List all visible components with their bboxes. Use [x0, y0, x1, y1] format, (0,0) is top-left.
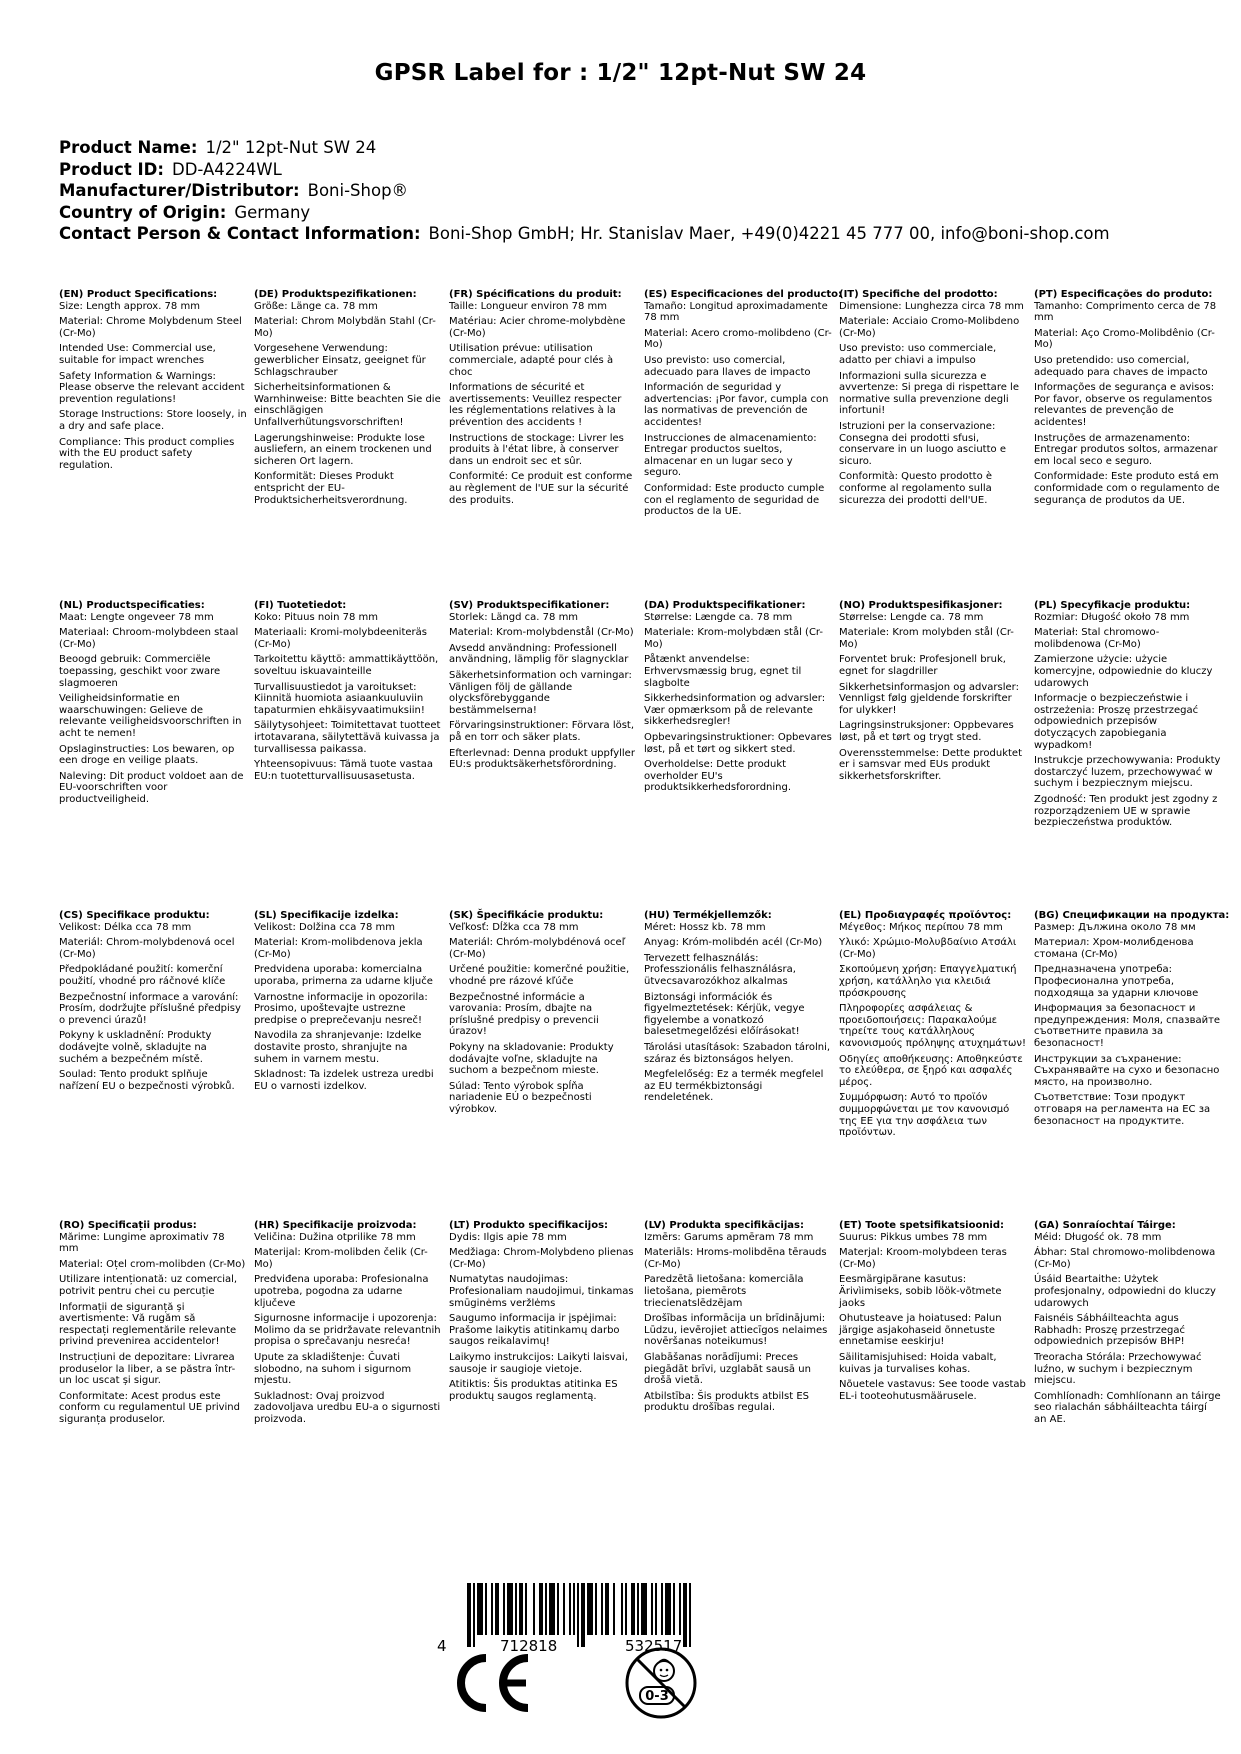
barcode-bar: [507, 1583, 513, 1635]
spec-line: Sukladnost: Ovaj proizvod zadovoljava uredbu EU-a o sigurnosti proizvoda.: [254, 1390, 441, 1425]
spec-line: Varnostne informacije in opozorila: Prosimo, upoštevajte ustrezne predpise o preprečevanju nesreč!: [254, 991, 428, 1026]
spec-line: Conformidade: Este produto está em conformidade com o regulamento de segurança de produtos da UE.: [1034, 471, 1220, 506]
spec-block: [254, 910, 442, 1096]
spec-line: Yhteensopivuus: Tämä tuote vastaa EU:n tuotetturvallisuusasetusta.: [254, 759, 433, 782]
barcode-bar: [569, 1583, 571, 1635]
barcode-bar: [519, 1583, 523, 1635]
spec-line: Ábhar: Stal chromowo-molibdenowa (Cr-Mo): [1034, 1247, 1216, 1270]
spec-block: [59, 600, 247, 810]
spec-line: Compliance: This product complies with the EU product safety regulation.: [59, 436, 235, 471]
spec-line: Utilisation prévue: utilisation commerciale, adapté pour clés à choc: [449, 343, 614, 378]
spec-heading: (SL) Specifikacije izdelka:: [254, 910, 399, 921]
spec-line: Materiaal: Chroom-molybdeen staal (Cr-Mo): [59, 627, 239, 650]
spec-line: Size: Length approx. 78 mm: [59, 300, 200, 312]
spec-line: Atbilstība: Šis produkts atbilst ES produktu drošības regulai.: [644, 1390, 810, 1414]
spec-line: Maat: Lengte ongeveer 78 mm: [59, 611, 214, 623]
spec-line: Instructions de stockage: Livrer les produits à l'état libre, à conserver dans un endroit sec et sûr.: [449, 432, 624, 467]
spec-block: [449, 289, 637, 510]
spec-line: Safety Information & Warnings: Please observe the relevant accident prevention regulations!: [59, 370, 245, 405]
spec-line: Υλικό: Χρώμιο-Μολυβδαίνιο Ατσάλι (Cr-Mo): [839, 937, 1017, 960]
barcode-right-digits: 532517: [625, 1637, 683, 1655]
spec-line: Mărime: Lungime aproximativ 78 mm: [59, 1231, 225, 1255]
spec-block: [59, 289, 247, 475]
spec-line: Istruzioni per la conservazione: Consegna dei prodotti sfusi, conservare in un luogo asciutto e sicuro.: [839, 420, 1006, 467]
barcode-bar: [651, 1583, 653, 1635]
contact-row: [59, 223, 1110, 245]
barcode-left-digits: 712818: [500, 1637, 558, 1655]
spec-line: Méret: Hossz kb. 78 mm: [644, 921, 766, 933]
spec-line: Anyag: Króm-molibdén acél (Cr-Mo): [644, 937, 823, 949]
spec-heading: (PT) Especificações do produto:: [1034, 289, 1213, 300]
spec-line: Material: Krom-molybdenstål (Cr-Mo): [449, 627, 634, 639]
spec-line: Material: Krom-molibdenova jekla (Cr-Mo): [254, 937, 423, 960]
spec-heading: (ES) Especificaciones del producto:: [644, 289, 843, 300]
spec-heading: (LV) Produkta specifikācijas:: [644, 1220, 804, 1231]
spec-line: Utilizare intenționată: uz comercial, potrivit pentru chei cu percuție: [59, 1274, 238, 1297]
spec-line: Tamaño: Longitud aproximadamente 78 mm: [644, 300, 828, 324]
spec-line: Lagringsinstruksjoner: Oppbevares løst, på et tørt og trygt sted.: [839, 720, 1014, 743]
spec-line: Informazioni sulla sicurezza e avvertenze: Si prega di rispettare le normative sulla prevenzione degli infortuni!: [839, 370, 1019, 417]
spec-line: Určené použitie: komerčné použitie, vhodné pre rázové kľúče: [449, 964, 630, 987]
spec-block: [1034, 289, 1222, 510]
spec-line: Intended Use: Commercial use, suitable for impact wrenches: [59, 343, 216, 366]
spec-line: Navodila za shranjevanje: Izdelke dostavite prosto, shranjujte na suhem in varnem mestu.: [254, 1030, 422, 1065]
spec-line: Materijal: Krom-molibden čelik (Cr-Mo): [254, 1247, 428, 1270]
spec-line: Materiál: Chróm-molybdénová oceľ (Cr-Mo): [449, 937, 626, 960]
spec-line: Materiaali: Kromi-molybdeeniteräs (Cr-Mo): [254, 627, 427, 650]
barcode-bar: [577, 1583, 579, 1647]
spec-line: Sicherheitsinformationen & Warnhinweise: Bitte beachten Sie die einschlägigen Unfallverhütungsvorschriften!: [254, 382, 441, 428]
contact-label: Contact Person & Contact Information:: [59, 224, 421, 243]
spec-heading: (GA) Sonraíochtaí Táirge:: [1034, 1220, 1176, 1231]
spec-line: Efterlevnad: Denna produkt uppfyller EU:s produktsäkerhetsförordning.: [449, 747, 635, 771]
country-value: Germany: [234, 202, 311, 222]
spec-line: Předpokládané použití: komerční použití, vhodné pro ráčnové klíče: [59, 964, 226, 987]
spec-line: Størrelse: Længde ca. 78 mm: [644, 611, 793, 623]
spec-line: Materiał: Stal chromowo-molibdenowa (Cr-Mo): [1034, 627, 1160, 650]
contact-value: Boni-Shop GmbH; Hr. Stanislav Maer, +49(0)4221 45 777 00, info@boni-shop.com: [428, 224, 1110, 243]
product-info: [59, 137, 1110, 245]
spec-heading: (DA) Produktspecifikationer:: [644, 600, 806, 611]
spec-heading: (NO) Produktspesifikasjoner:: [839, 600, 1003, 611]
spec-block: [449, 1220, 637, 1406]
spec-block: [254, 1220, 442, 1430]
barcode-bar: [581, 1583, 585, 1647]
spec-line: Opslaginstructies: Los bewaren, op een droge en veilige plaats.: [59, 743, 235, 767]
spec-line: Materiale: Acciaio Cromo-Molibdeno (Cr-Mo): [839, 316, 1020, 339]
barcode-bar: [549, 1583, 555, 1635]
spec-line: Materiale: Krom-molybdæn stål (Cr-Mo): [644, 627, 824, 650]
spec-line: Informations de sécurité et avertissements: Veuillez respecter les réglementations relatives à la prévention des accidents !: [449, 382, 622, 428]
barcode-bar: [477, 1583, 483, 1635]
manufacturer-row: [59, 180, 1110, 202]
spec-line: Informații de siguranță și avertismente: Vă rugăm să respectați reglementările relevante privind prevenirea accidentelor!: [59, 1301, 237, 1348]
product-name-row: [59, 137, 1110, 159]
barcode-bar: [533, 1583, 535, 1635]
spec-block: [644, 600, 832, 798]
barcode-bar: [637, 1583, 639, 1635]
spec-line: Comhlíonadh: Comhlíonann an táirge seo rialachán sábháilteachta táirgí an AE.: [1034, 1390, 1221, 1425]
spec-line: Forventet bruk: Profesjonell bruk, egnet for slagdriller: [839, 654, 1006, 677]
spec-line: Avsedd användning: Professionell användning, lämplig för slagnycklar: [449, 642, 629, 666]
spec-line: Numatytas naudojimas: Profesionaliam naudojimui, tinkamas smūginėms veržlėms: [449, 1274, 634, 1309]
spec-line: Sigurnosne informacije i upozorenja: Molimo da se pridržavate relevantnih propisa o sprečavanju nesreća!: [254, 1313, 441, 1348]
spec-line: Instrukcje przechowywania: Produkty dostarczyć luzem, przechowywać w suchym i bezpiecznym miejscu.: [1034, 755, 1221, 790]
spec-block: [254, 289, 442, 510]
barcode-bar: [641, 1583, 647, 1635]
spec-line: Material: Chrom Molybdän Stahl (Cr-Mo): [254, 316, 436, 339]
spec-line: Material: Acero cromo-molibdeno (Cr-Mo): [644, 327, 832, 351]
spec-line: Uso previsto: uso comercial, adecuado para llaves de impacto: [644, 354, 811, 378]
spec-line: Zgodność: Ten produkt jest zgodny z rozporządzeniem UE w sprawie bezpieczeństwa produktów.: [1034, 793, 1218, 829]
age-range-label: 0-3: [645, 1689, 669, 1704]
barcode-bar: [625, 1583, 627, 1635]
spec-block: [1034, 600, 1222, 833]
barcode-bar: [539, 1583, 543, 1635]
barcode-bar: [655, 1583, 657, 1635]
spec-line: Storlek: Längd ca. 78 mm: [449, 611, 579, 623]
spec-line: Materiál: Chrom-molybdenová ocel (Cr-Mo): [59, 937, 235, 960]
spec-block: [254, 600, 442, 786]
spec-line: Soulad: Tento produkt splňuje nařízení EU o bezpečnosti výrobků.: [59, 1069, 235, 1092]
spec-block: [59, 1220, 247, 1430]
spec-line: Tamanho: Comprimento cerca de 78 mm: [1034, 300, 1217, 324]
barcode-bar: [545, 1583, 547, 1635]
barcode-bar: [573, 1583, 575, 1635]
spec-line: Velikost: Délka cca 78 mm: [59, 921, 192, 933]
spec-line: Información de seguridad y advertencias: ¡Por favor, cumpla con las normativas de prevención de accidentes!: [644, 382, 829, 428]
spec-heading: (SK) Špecifikácie produktu:: [449, 910, 604, 921]
spec-line: Material: Chrome Molybdenum Steel (Cr-Mo): [59, 316, 242, 339]
spec-block: [59, 910, 247, 1096]
product-name-value: 1/2" 12pt-Nut SW 24: [205, 138, 377, 157]
spec-line: Vorgesehene Verwendung: gewerblicher Einsatz, geeignet für Schlagschrauber: [254, 343, 426, 378]
spec-line: Conformitate: Acest produs este conform cu regulamentul UE privind siguranța produselor.: [59, 1390, 240, 1425]
spec-line: Saugumo informacija ir įspėjimai: Prašome laikytis atitinkamų darbo saugos reikalavimų!: [449, 1313, 620, 1348]
spec-block: [644, 1220, 832, 1418]
spec-line: Overholdelse: Dette produkt overholder EU's produktsikkerhedsforordning.: [644, 759, 792, 794]
spec-line: Upute za skladištenje: Čuvati slobodno, na suhom i sigurnom mjestu.: [254, 1351, 412, 1387]
spec-line: Suurus: Pikkus umbes 78 mm: [839, 1231, 988, 1243]
spec-line: Veiligheidsinformatie en waarschuwingen: Gelieve de relevante veiligheidsvoorschriften in acht te nemen!: [59, 693, 242, 739]
barcode-bar: [515, 1583, 517, 1635]
spec-heading: (IT) Specifiche del prodotto:: [839, 289, 998, 300]
spec-line: Предназначена употреба: Професионална употреба, подходяща за ударни ключове: [1034, 964, 1199, 999]
barcode-bar: [587, 1583, 593, 1635]
spec-line: Veličina: Dužina otprilike 78 mm: [254, 1231, 416, 1243]
barcode-bar: [503, 1583, 505, 1635]
spec-block: [1034, 1220, 1222, 1430]
spec-line: Sikkerhetsinformasjon og advarsler: Vennligst følg gjeldende forskrifter for ulykker!: [839, 681, 1019, 716]
spec-line: Material: Aço Cromo-Molibdênio (Cr-Mo): [1034, 327, 1215, 351]
country-row: [59, 202, 1110, 224]
barcode-bar: [467, 1583, 471, 1647]
spec-line: Faisnéis Sábháilteachta agus Rabhadh: Proszę przestrzegać odpowiednich przepisów BHP!: [1034, 1313, 1186, 1348]
spec-line: Πληροφορίες ασφάλειας & προειδοποιήσεις: Παρακαλούμε τηρείτε τους κατάλληλους κανονισμούς πρόληψης ατυχημάτων!: [839, 1003, 1026, 1049]
product-id-value: DD-A4224WL: [171, 159, 282, 179]
spec-line: Izmērs: Garums apmēram 78 mm: [644, 1231, 814, 1243]
spec-line: Uso previsto: uso commerciale, adatto per chiavi a impulso: [839, 343, 997, 366]
spec-line: Påtænkt anvendelse: Erhvervsmæssig brug, egnet til slagbolte: [644, 654, 802, 689]
spec-line: Taille: Longueur environ 78 mm: [449, 300, 608, 312]
spec-heading: (HU) Termékjellemzők:: [644, 910, 772, 921]
spec-line: Megfelelőség: Ez a termék megfelel az EU termékbiztonsági rendeletének.: [644, 1069, 824, 1104]
spec-line: Informacje o bezpieczeństwie i ostrzeżenia: Proszę przestrzegać odpowiednich przepisów dotyczących zapobiegania wypadkom!: [1034, 693, 1199, 751]
spec-line: Materiale: Krom molybden stål (Cr-Mo): [839, 627, 1014, 650]
barcode-bar: [525, 1583, 527, 1635]
spec-line: Nõuetele vastavus: See toode vastab EL-i tooteohutusmäärusele.: [839, 1379, 1026, 1402]
barcode-bar: [665, 1583, 671, 1635]
spec-heading: (DE) Produktspezifikationen:: [254, 289, 417, 300]
spec-line: Overensstemmelse: Dette produktet er i samsvar med EUs produkt sikkerhetsforskrifter.: [839, 747, 1022, 782]
spec-line: Tárolási utasítások: Szabadon tárolni, száraz és biztonságos helyen.: [644, 1041, 831, 1065]
spec-heading: (EN) Product Specifications:: [59, 289, 218, 300]
spec-line: Opbevaringsinstruktioner: Opbevares løst, på et tørt og sikkert sted.: [644, 731, 832, 755]
spec-line: Beoogd gebruik: Commerciële toepassing, geschikt voor zware slagmoeren: [59, 654, 221, 689]
spec-line: Instrucțiuni de depozitare: Livrarea produselor la liber, a se păstra într-un loc uscat și sigur.: [59, 1351, 236, 1387]
barcode-bar: [661, 1583, 663, 1635]
barcode-bar: [473, 1583, 475, 1647]
spec-line: Съответствие: Този продукт отговаря на регламента на ЕС за безопасност на продуктите.: [1034, 1092, 1211, 1127]
spec-line: Инструкции за съхранение: Съхранявайте на сухо и безопасно място, на произволно.: [1034, 1053, 1220, 1088]
spec-line: Σκοπούμενη χρήση: Επαγγελματική χρήση, κατάλληλο για κλειδιά πρόσκρουσης: [839, 964, 1017, 999]
spec-line: Förvaringsinstruktioner: Förvara löst, på en torr och säker plats.: [449, 720, 635, 743]
barcode-bar: [557, 1583, 559, 1635]
spec-block: [644, 289, 843, 522]
spec-line: Naleving: Dit product voldoet aan de EU-voorschriften voor productveiligheid.: [59, 770, 244, 805]
spec-line: Atitiktis: Šis produktas atitinka ES produktų saugos reglamentą.: [449, 1379, 618, 1402]
spec-block: [449, 910, 637, 1120]
spec-line: Instruções de armazenamento: Entregar produtos soltos, armazenar em local seco e seguro.: [1034, 432, 1218, 467]
spec-line: Méid: Długość ok. 78 mm: [1034, 1231, 1162, 1243]
spec-block: [839, 910, 1027, 1143]
spec-line: Bezpečnostné informácie a varovania: Prosím, dbajte na príslušné predpisy o prevencii úrazov!: [449, 991, 599, 1038]
ce-mark-icon: [452, 1652, 534, 1714]
spec-heading: (HR) Specifikacije proizvoda:: [254, 1220, 417, 1231]
page-title: GPSR Label for : 1/2" 12pt-Nut SW 24: [374, 60, 867, 86]
spec-line: Οδηγίες αποθήκευσης: Αποθηκεύστε το ελεύθερα, σε ξηρό και ασφαλές μέρος.: [839, 1053, 1023, 1088]
spec-line: Úsáid Beartaithe: Użytek profesjonalny, odpowiedni do kluczy udarowych: [1034, 1274, 1216, 1309]
spec-line: Paredzētā lietošana: komerciāla lietošana, piemērots triecienatslēdzējam: [644, 1274, 804, 1309]
barcode-first-digit: 4: [437, 1637, 447, 1655]
barcode-bar: [491, 1583, 493, 1635]
spec-line: Säkerhetsinformation och varningar: Vänligen följ de gällande olycksförebyggande bestämmelserna!: [449, 669, 632, 716]
spec-line: Instrucciones de almacenamiento: Entregar productos sueltos, almacenar en un lugar seco y seguro.: [644, 432, 817, 479]
spec-line: Biztonsági információk és figyelmeztetések: Kérjük, vegye figyelembe a vonatkozó balesetmegelőzési előírásokat!: [644, 991, 805, 1038]
spec-line: Tarkoitettu käyttö: ammattikäyttöön, soveltuu iskuavainteille: [254, 654, 439, 677]
product-name-label: Product Name:: [59, 138, 198, 157]
spec-line: Predvidena uporaba: komercialna uporaba, primerna za udarne ključe: [254, 964, 433, 987]
spec-line: Ohutusteave ja hoiatused: Palun järgige asjakohaseid õnnetuste ennetamise eeskirju!: [839, 1313, 1002, 1348]
spec-line: Drošības informācija un brīdinājumi: Lūdzu, ievērojiet attiecīgos nelaimes novēršanas noteikumus!: [644, 1313, 828, 1348]
spec-line: Súlad: Tento výrobok spĺňa nariadenie EÚ o bezpečnosti výrobkov.: [449, 1080, 592, 1115]
spec-block: [644, 910, 832, 1108]
spec-line: Informações de segurança e avisos: Por favor, observe os regulamentos relevantes de prevenção de acidentes!: [1034, 382, 1215, 428]
barcode-bar: [563, 1583, 565, 1635]
spec-line: Материал: Хром-молибденова стомана (Cr-Mo): [1034, 937, 1194, 960]
country-label: Country of Origin:: [59, 202, 227, 222]
spec-line: Tervezett felhasználás: Professzionális felhasználásra, ütvecsavarozókhoz alkalmas: [644, 952, 796, 987]
spec-line: Pokyny k uskladnění: Produkty dodávejte volně, skladujte na suchém a bezpečném místě.: [59, 1030, 212, 1065]
barcode-bar: [605, 1583, 609, 1635]
spec-block: [449, 600, 637, 775]
product-id-row: [59, 159, 1110, 181]
spec-block: [1034, 910, 1230, 1131]
spec-line: Conformité: Ce produit est conforme au règlement de l'UE sur la sécurité des produits.: [449, 471, 633, 506]
barcode-bar: [679, 1583, 681, 1635]
spec-line: Materjal: Kroom-molybdeen teras (Cr-Mo): [839, 1247, 1007, 1270]
spec-line: Zamierzone użycie: użycie komercyjne, odpowiednie do kluczy udarowych: [1034, 654, 1213, 689]
spec-line: Συμμόρφωση: Αυτό το προϊόν συμμορφώνεται με τον κανονισμό της ΕΕ για την ασφάλεια των προϊόντων.: [839, 1092, 1010, 1139]
spec-line: Rozmiar: Długość około 78 mm: [1034, 611, 1190, 623]
spec-line: Medžiaga: Chrom-Molybdeno plienas (Cr-Mo): [449, 1247, 634, 1270]
spec-line: Conformidad: Este producto cumple con el reglamento de seguridad de productos de la UE.: [644, 482, 825, 518]
barcode-bar: [601, 1583, 603, 1635]
spec-heading: (EL) Προδιαγραφές προϊόντος:: [839, 910, 1012, 921]
spec-line: Material: Oțel crom-molibden (Cr-Mo): [59, 1258, 246, 1270]
spec-heading: (CS) Specifikace produktu:: [59, 910, 210, 921]
spec-line: Størrelse: Lengde ca. 78 mm: [839, 611, 984, 623]
spec-line: Dydis: Ilgis apie 78 mm: [449, 1231, 567, 1243]
spec-heading: (LT) Produkto specifikacijos:: [449, 1220, 609, 1231]
spec-line: Glabāšanas norādījumi: Preces piegādāt brīvi, uzglabāt sausā un drošā vietā.: [644, 1351, 811, 1387]
spec-line: Dimensione: Lunghezza circa 78 mm: [839, 300, 1024, 312]
spec-line: Materiāls: Hroms-molibdēna tērauds (Cr-Mo): [644, 1247, 827, 1270]
spec-line: Pokyny na skladovanie: Produkty dodávajte voľne, skladujte na suchom a bezpečnom mieste.: [449, 1041, 614, 1077]
spec-line: Uso pretendido: uso comercial, adequado para chaves de impacto: [1034, 354, 1208, 378]
manufacturer-label: Manufacturer/Distributor:: [59, 181, 300, 200]
not-for-children-0-3-icon: [623, 1645, 699, 1721]
barcode-bars-icon: [437, 1583, 737, 1653]
barcode-bar: [495, 1583, 499, 1635]
spec-line: Laikymo instrukcijos: Laikyti laisvai, sausoje ir saugioje vietoje.: [449, 1351, 628, 1375]
spec-heading: (RO) Specificații produs:: [59, 1220, 197, 1231]
barcode-bar: [595, 1583, 597, 1635]
spec-line: Matériau: Acier chrome-molybdène (Cr-Mo): [449, 316, 626, 339]
spec-heading: (BG) Спецификации на продукта:: [1034, 910, 1230, 921]
spec-line: Lagerungshinweise: Produkte lose ausliefern, an einem trockenen und sicheren Ort lagern.: [254, 432, 432, 467]
spec-line: Информация за безопасност и предупреждения: Моля, спазвайте съответните правила за безопасност!: [1034, 1003, 1221, 1049]
barcode-bar: [673, 1583, 675, 1635]
spec-line: Veľkosť: Dĺžka cca 78 mm: [449, 921, 579, 933]
spec-block: [839, 1220, 1027, 1406]
product-id-label: Product ID:: [59, 159, 164, 179]
spec-line: Säilitamisjuhised: Hoida vabalt, kuivas ja turvalises kohas.: [839, 1351, 997, 1375]
spec-line: Konformität: Dieses Produkt entspricht der EU-Produktsicherheitsverordnung.: [254, 471, 408, 506]
spec-line: Predviđena uporaba: Profesionalna upotreba, pogodna za udarne ključeve: [254, 1274, 429, 1309]
spec-heading: (NL) Productspecificaties:: [59, 600, 205, 611]
spec-block: [839, 600, 1027, 786]
spec-line: Storage Instructions: Store loosely, in a dry and safe place.: [59, 409, 247, 432]
barcode-bar: [683, 1583, 687, 1647]
spec-heading: (SV) Produktspecifikationer:: [449, 600, 610, 611]
barcode-bar: [689, 1583, 691, 1647]
spec-heading: (PL) Specyfikacje produktu:: [1034, 600, 1191, 611]
manufacturer-value: Boni-Shop®: [307, 181, 409, 200]
spec-line: Bezpečnostní informace a varování: Prosím, dodržujte příslušné předpisy o prevenci úrazů!: [59, 991, 241, 1026]
spec-line: Größe: Länge ca. 78 mm: [254, 300, 378, 312]
spec-block: [839, 289, 1027, 510]
spec-heading: (FR) Spécifications du produit:: [449, 289, 622, 300]
spec-heading: (FI) Tuotetiedot:: [254, 600, 347, 611]
spec-line: Skladnost: Ta izdelek ustreza uredbi EU o varnosti izdelkov.: [254, 1069, 434, 1092]
spec-line: Sikkerhedsinformation og advarsler: Vær opmærksom på de relevante sikkerhedsregler!: [644, 693, 826, 728]
spec-heading: (ET) Toote spetsifikatsioonid:: [839, 1220, 1005, 1231]
spec-line: Μέγεθος: Μήκος περίπου 78 mm: [839, 921, 1003, 933]
spec-line: Koko: Pituus noin 78 mm: [254, 611, 378, 623]
spec-line: Turvallisuustiedot ja varoitukset: Kiinnitä huomiota asiaankuuluviin tapaturmien ehkäisyvaatimuksiin!: [254, 681, 425, 716]
spec-line: Velikost: Dolžina cca 78 mm: [254, 921, 395, 933]
spec-line: Treoracha Stórála: Przechowywać luźno, w suchym i bezpiecznym miejscu.: [1034, 1351, 1202, 1387]
barcode-bar: [631, 1583, 635, 1635]
barcode-bar: [485, 1583, 487, 1635]
spec-line: Säilytysohjeet: Toimitettavat tuotteet irtotavarana, säilytettävä kuivassa ja turvallisessa paikassa.: [254, 720, 441, 755]
spec-line: Размер: Дължина около 78 мм: [1034, 921, 1196, 933]
spec-line: Conformità: Questo prodotto è conforme al regolamento sulla sicurezza dei prodotti dell'UE.: [839, 471, 993, 506]
barcode-bar: [613, 1583, 615, 1635]
spec-line: Eesmärgipärane kasutus: Ärivìimiseks, sobib löök-võtmete jaoks: [839, 1274, 1002, 1309]
barcode-bar: [621, 1583, 623, 1635]
